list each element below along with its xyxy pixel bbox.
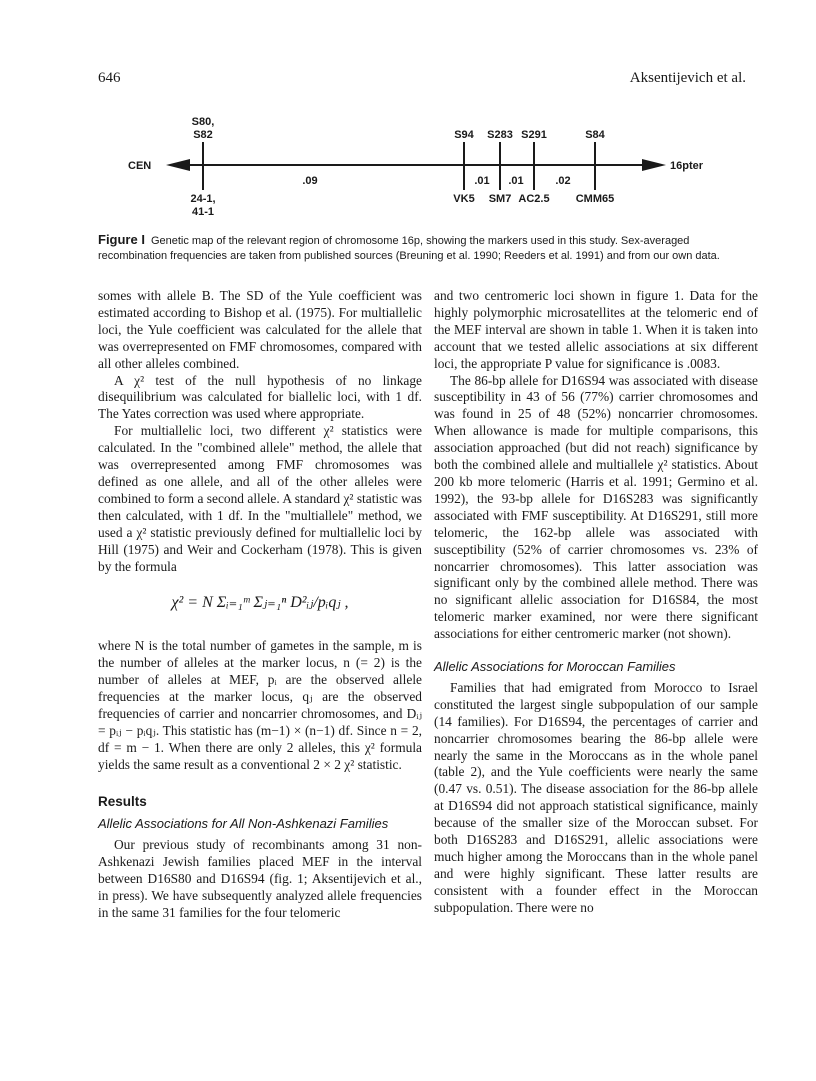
pter-label: 16pter xyxy=(670,160,704,172)
subheading: Allelic Associations for All Non-Ashkenazi Families xyxy=(98,816,389,832)
paragraph: where N is the total number of gametes in the sample, m is the number of alleles at the marker locus, n (= 2) is the number of alleles at MEF, pᵢ are the observed allele frequencies at the marker locus, qⱼ are the observed frequencies of carrier and noncarrier chromosomes, and Dᵢⱼ = pᵢⱼ − pᵢqⱼ. This statistic has (m−1) × (n−1) df. Since n = 2, df = m − 1. When there are only 2 alleles, this χ² formula yields the same result as a conventional 2 × 2 χ² statistic. xyxy=(98,638,422,772)
distance-label: .09 xyxy=(302,175,318,187)
marker-top-s84: S84 xyxy=(585,129,605,141)
paragraph: Our previous study of recombinants among 31 non-Ashkenazi Jewish families placed MEF in the interval between D16S80 and D16S94 (fig. 1; Aksentijevich et al., in press). We have subsequently analyzed allele frequencies in the same 31 families for the four telomeric xyxy=(98,837,422,920)
arrow-right-icon xyxy=(642,159,666,171)
results-heading: Results xyxy=(98,793,147,809)
right-column xyxy=(434,288,758,917)
marker-bottom-cmm65: CMM65 xyxy=(575,193,615,205)
marker-bottom-41-1: 41-1 xyxy=(191,206,215,218)
running-head: Aksentijevich et al. xyxy=(629,70,746,86)
paragraph: and two centromeric loci shown in figure 1. Data for the highly polymorphic microsatellites at the telomeric end of the MEF interval are shown in table 1. When it is taken into account that we tested allelic associations at six different loci, the appropriate P value for significance is .0083. xyxy=(434,288,758,371)
marker-top-s94: S94 xyxy=(454,129,474,141)
figure-caption xyxy=(98,233,748,263)
marker-bottom-sm7: SM7 xyxy=(488,193,512,205)
arrow-left-icon xyxy=(166,159,190,171)
distance-label: .02 xyxy=(555,175,571,187)
cen-label: CEN xyxy=(128,160,152,172)
left-column xyxy=(98,288,422,922)
marker-top-s82: S82 xyxy=(193,129,213,141)
distance-label: .01 xyxy=(474,175,490,187)
marker-top-s283: S283 xyxy=(487,129,513,141)
genetic-map-svg xyxy=(98,110,748,225)
marker-bottom-ac25: AC2.5 xyxy=(518,193,550,205)
genetic-map-figure xyxy=(98,110,748,225)
marker-top-s291: S291 xyxy=(521,129,547,141)
paragraph: The 86-bp allele for D16S94 was associated with disease susceptibility in 43 of 56 (77%) carrier chromosomes and was found in 25 of 48 (52%) noncarrier chromosomes. When allowance is made for multiple comparisons, this association approached (but did not reach) significance by both the combined allele and multiallele χ² statistics. About 200 kb more telomeric (Harris et al. 1991; Germino et al. 1992), the 93-bp allele for D16S283 was significantly associated with FMF susceptibility. At D16S291, still more telomeric, the 162-bp allele was associated with susceptibility (52% of carrier chromosomes vs. 23% of noncarrier chromosomes). This latter association was significant only by the combined allele method. There was no significant allelic association for D16S84, the most telomeric marker examined, nor were there significant associations for either centromeric marker (not shown). xyxy=(434,372,758,642)
paragraph: Families that had emigrated from Morocco to Israel constituted the largest single subpopulation of our sample (14 families). For D16S94, the percentages of carrier and noncarrier chromosomes bearing the 86-bp allele were nearly the same in the Moroccans as in the whole panel (table 2), and the Yule coefficients were nearly the same (0.47 vs. 0.51). The disease association for the 86-bp allele at D16S94 did not approach statistical significance, mainly because of the smaller size of the Moroccan subset. For both D16S283 and D16S291, allelic associations were much higher among the Moroccans than in the whole panel and were highly significant. These latter results are consistent with a founder effect in the Moroccan subpopulation. There were no xyxy=(434,679,758,915)
marker-bottom-vk5: VK5 xyxy=(453,193,475,205)
marker-top-s80: S80, xyxy=(191,116,215,128)
figure-caption-label: Figure I xyxy=(98,232,145,247)
paragraph: somes with allele B. The SD of the Yule coefficient was estimated according to Bishop et al. (1975). For multiallelic loci, the Yule coefficient was calculated for the allele that was overrepresented on FMF chromosomes, compared with all other alleles combined. xyxy=(98,288,422,371)
paragraph: For multiallelic loci, two different χ² statistics were calculated. In the "combined allele" method, the allele that was overrepresented among FMF chromosomes was defined as one allele, and all of the other alleles were combined to form a second allele. A standard χ² statistic was then calculated, with 1 df. In the "multiallele" method, we used a χ² statistic previously defined for multiallelic loci by Hill (1975) and Weir and Cockerham (1978). This is given by the formula xyxy=(98,423,422,574)
figure-caption-text: Genetic map of the relevant region of chromosome 16p, showing the markers used in this study. Sex-averaged recombination frequencies are taken from published sources (Breuning et al. 1990; Reeders et al. 1991) and from our own data. xyxy=(98,235,720,262)
distance-label: .01 xyxy=(508,175,524,187)
subheading: Allelic Associations for Moroccan Families xyxy=(434,659,676,675)
chi-square-equation: χ² = N Σᵢ₌₁ᵐ Σⱼ₌₁ⁿ D²ᵢⱼ/pᵢqⱼ , xyxy=(171,594,349,612)
marker-bottom-24-1: 24-1, xyxy=(190,193,216,205)
paragraph: A χ² test of the null hypothesis of no linkage disequilibrium was calculated for biallelic loci, with 1 df. The Yates correction was used where appropriate. xyxy=(98,372,422,422)
page-number: 646 xyxy=(98,70,121,86)
